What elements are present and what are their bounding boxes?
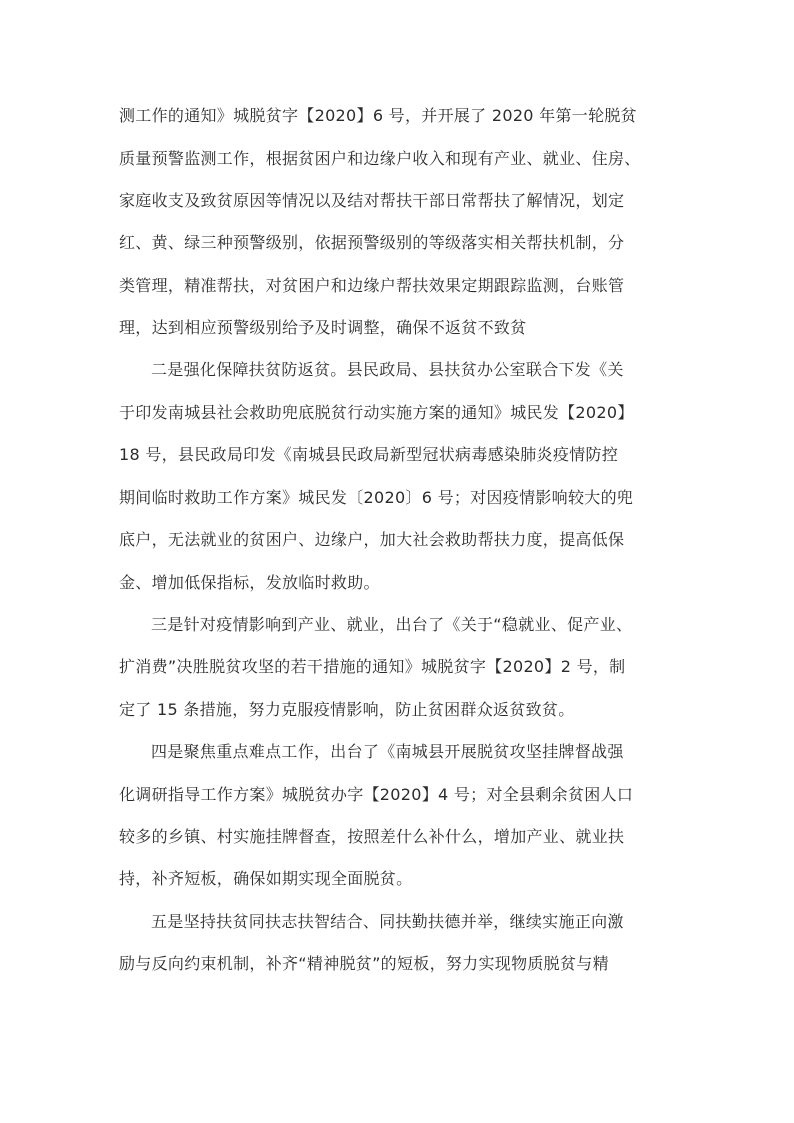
text-line: 质量预警监测工作，根据贫困户和边缘户收入和现有产业、就业、住房、 [119,149,641,168]
text-line: 持，补齐短板，确保如期实现全面脱贫。 [119,869,413,888]
text-line: 测工作的通知》城脱贫字【2020】6 号，并开展了 2020 年第一轮脱贫 [119,106,637,125]
paragraph-lead-line: 四是聚焦重点难点工作，出台了《南城县开展脱贫攻坚挂牌督战强 [151,742,624,761]
text-line: 家庭收支及致贫原因等情况以及结对帮扶干部日常帮扶了解情况，划定 [119,191,625,210]
text-line: 化调研指导工作方案》城脱贫办字【2020】4 号；对全县剩余贫困人口 [119,785,634,804]
text-line: 底户，无法就业的贫困户、边缘户，加大社会救助帮扶力度，提高低保 [119,530,625,549]
text-line: 扩消费”决胜脱贫攻坚的若干措施的通知》城脱贫字【2020】2 号，制 [119,657,626,676]
text-line: 金、增加低保指标，发放临时救助。 [119,573,380,592]
paragraph-lead-line: 五是坚持扶贫同扶志扶智结合、同扶勤扶德并举，继续实施正向激 [151,912,624,931]
text-line: 励与反向约束机制，补齐“精神脱贫”的短板，努力实现物质脱贫与精 [119,954,609,973]
text-line: 于印发南城县社会救助兜底脱贫行动实施方案的通知》城民发【2020】 [119,403,634,422]
text-line: 期间临时救助工作方案》城民发〔2020〕6 号；对因疫情影响较大的兜 [119,488,634,507]
paragraph-lead-line: 二是强化保障扶贫防返贫。县民政局、县扶贫办公室联合下发《关 [151,360,624,379]
paragraph-lead-line: 三是针对疫情影响到产业、就业，出台了《关于“稳就业、促产业、 [151,615,633,634]
text-line: 理，达到相应预警级别给予及时调整，确保不返贫不致贫 [119,318,527,337]
text-line: 定了 15 条措施，努力克服疫情影响，防止贫困群众返贫致贫。 [119,700,575,719]
text-line: 红、黄、绿三种预警级别，依据预警级别的等级落实相关帮扶机制，分 [119,233,625,252]
text-line: 较多的乡镇、村实施挂牌督查，按照差什么补什么，增加产业、就业扶 [119,827,625,846]
text-line: 类管理，精准帮扶，对贫困户和边缘户帮扶效果定期跟踪监测，台账管 [119,276,625,295]
text-line: 18 号，县民政局印发《南城县民政局新型冠状病毒感染肺炎疫情防控 [119,445,619,464]
